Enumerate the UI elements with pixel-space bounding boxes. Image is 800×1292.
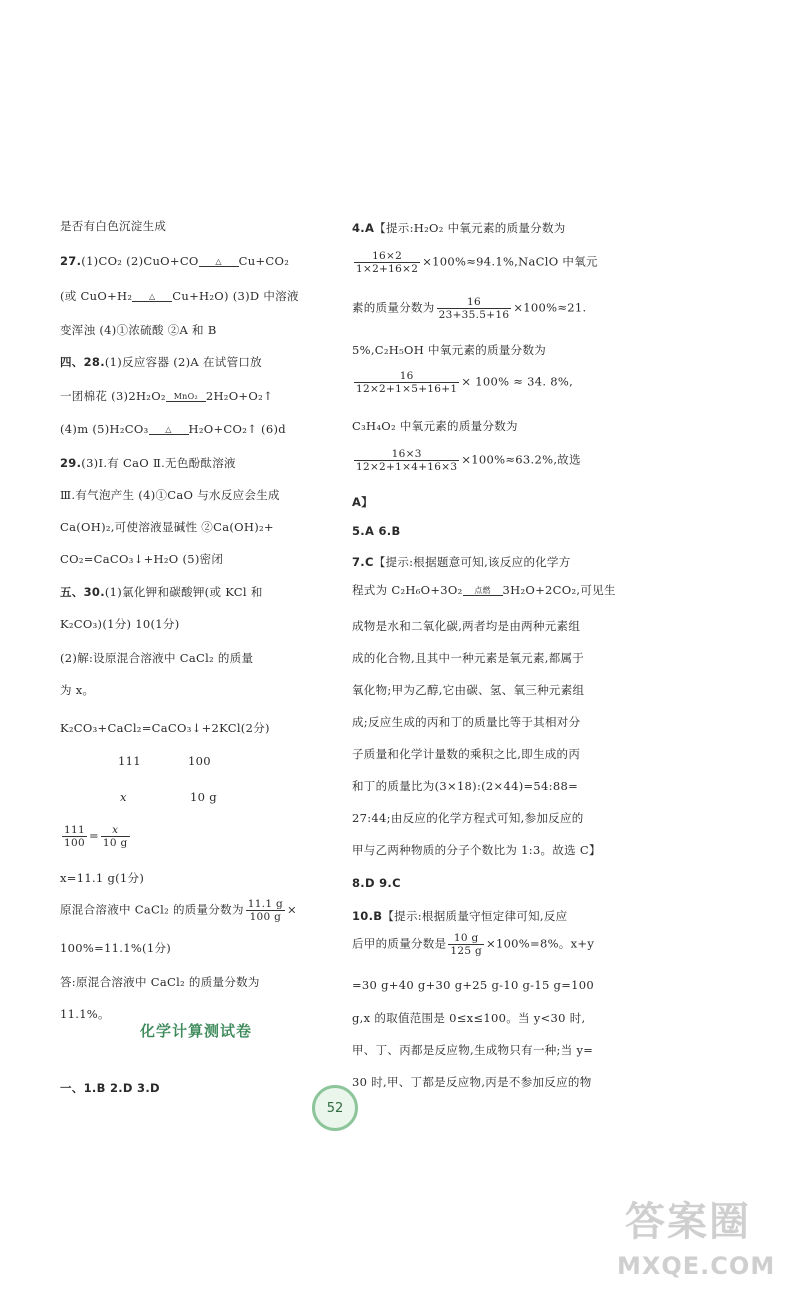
text-line: =30 g+40 g+30 g+25 g-10 g-15 g=100	[352, 978, 595, 992]
text-line: 27:44;由反应的化学方程式可知,参加反应的	[352, 811, 584, 825]
text-span: (1)CO₂ (2)CuO+CO	[81, 254, 199, 268]
text-span: 程式为 C₂H₆O+3O₂	[352, 583, 463, 597]
answer-29	[60, 455, 236, 471]
text-line: g,x 的取值范围是 0≤x≤100。当 y<30 时,	[352, 1011, 586, 1025]
text-line: A】	[352, 495, 373, 509]
text-line: 氧化物;甲为乙醇,它由碳、氢、氧三种元素组	[352, 683, 585, 697]
text-span: (或 CuO+H₂	[60, 289, 133, 303]
text-line: 5%,C₂H₅OH 中氧元素的质量分数为	[352, 343, 547, 357]
answer-28	[60, 354, 262, 370]
text-line	[352, 296, 586, 321]
fraction-numerator: 16	[354, 370, 459, 383]
fraction-denominator: 10 g	[102, 837, 128, 849]
fraction	[354, 370, 459, 395]
reaction-arrow	[149, 425, 189, 435]
question-number: 29.	[60, 456, 82, 470]
equation-line: K₂CO₃+CaCl₂=CaCO₃↓+2KCl(2分)	[60, 721, 270, 735]
reaction-condition: △	[149, 292, 156, 301]
text-line: 是否有白色沉淀生成	[60, 219, 167, 233]
text-span: 原混合溶液中 CaCl₂ 的质量分数为	[60, 902, 244, 917]
reaction-condition: △	[215, 257, 222, 266]
fraction	[354, 448, 459, 473]
answer-line: 一、1.B 2.D 3.D	[60, 1081, 160, 1095]
answer-7	[352, 554, 571, 570]
question-number: 四、28.	[60, 355, 105, 369]
question-number: 4.A	[352, 221, 375, 235]
text-span: ×100%=8%。x+y	[486, 936, 595, 951]
text-line	[352, 370, 573, 395]
answer-10	[352, 908, 567, 924]
text-span: 【提示:根据质量守恒定律可知,反应	[382, 909, 568, 923]
text-span: =	[88, 828, 99, 843]
text-line: Ca(OH)₂,可使溶液显碱性 ②Ca(OH)₂+	[60, 520, 274, 534]
text-line: 和丁的质量比为(3×18):(2×44)=54:88=	[352, 779, 579, 793]
fraction-denominator: 12×2+1×5+16+1	[356, 383, 458, 395]
section-title: 化学计算测试卷	[140, 1022, 253, 1040]
ratio-value: 111	[118, 754, 141, 768]
text-line: 成;反应生成的丙和丁的质量比等于其相对分	[352, 715, 581, 729]
fraction-numerator: 16×2	[354, 250, 420, 263]
text-span: 3H₂O+2CO₂,可见生	[502, 583, 616, 597]
reaction-arrow	[132, 292, 172, 302]
text-span: Cu+H₂O) (3)D 中溶液	[172, 289, 299, 303]
reaction-arrow	[463, 586, 503, 596]
text-span: 素的质量分数为	[352, 300, 435, 315]
text-line: 为 x。	[60, 683, 95, 697]
text-line	[60, 422, 286, 436]
fraction-numerator: 11.1 g	[247, 898, 284, 910]
fraction-denominator: 1×2+16×2	[356, 263, 419, 275]
text-line: 变浑浊 (4)①浓硫酸 ②A 和 B	[60, 323, 217, 337]
answer-30	[60, 584, 263, 600]
text-span: (4)m (5)H₂CO₃	[60, 422, 149, 436]
fraction	[62, 824, 87, 849]
answer-4	[352, 220, 566, 236]
fraction-numerator: x	[101, 824, 130, 837]
text-line	[352, 448, 581, 473]
fraction-numerator: 111	[64, 824, 85, 836]
fraction	[246, 898, 285, 923]
text-span: (1)反应容器 (2)A 在试管口放	[104, 355, 262, 369]
ratio-value: 100	[188, 754, 211, 768]
text-line: C₃H₄O₂ 中氧元素的质量分数为	[352, 419, 518, 433]
watermark-url: MXQE.COM	[617, 1252, 776, 1280]
fraction	[448, 932, 484, 957]
page-number-badge: 52	[312, 1085, 358, 1131]
reaction-arrow	[166, 392, 206, 402]
text-line: 100%=11.1%(1分)	[60, 941, 172, 955]
text-line: K₂CO₃)(1分) 10(1分)	[60, 617, 180, 631]
proportion	[60, 824, 132, 849]
text-line: (2)解:设原混合溶液中 CaCl₂ 的质量	[60, 651, 254, 665]
text-line: 子质量和化学计量数的乘积之比,即生成的丙	[352, 747, 581, 761]
text-span: ×100%≈63.2%,故选	[461, 452, 581, 467]
fraction-numerator: 16×3	[354, 448, 459, 461]
text-span: 【提示:H₂O₂ 中氧元素的质量分数为	[374, 221, 566, 235]
text-span: (1)氯化钾和碳酸钾(或 KCl 和	[104, 585, 263, 599]
fraction	[354, 250, 420, 275]
text-line: 30 时,甲、丁都是反应物,丙是不参加反应的物	[352, 1075, 592, 1089]
text-line: 11.1%。	[60, 1007, 110, 1021]
text-span: 2H₂O+O₂↑	[205, 389, 273, 403]
text-span: Cu+CO₂	[238, 254, 290, 268]
question-number: 五、30.	[60, 585, 105, 599]
watermark-text: 答案圈	[625, 1199, 751, 1245]
text-span: 一团棉花 (3)2H₂O₂	[60, 389, 166, 403]
text-line	[352, 932, 594, 957]
text-line: CO₂=CaCO₃↓+H₂O (5)密闭	[60, 552, 224, 566]
reaction-arrow	[199, 257, 239, 267]
fraction-denominator: 125 g	[450, 945, 483, 957]
text-line	[60, 898, 297, 923]
ratio-value: 10 g	[190, 790, 217, 804]
fraction	[437, 296, 512, 321]
text-span: 后甲的质量分数是	[352, 936, 447, 951]
fraction-denominator: 100	[64, 837, 85, 849]
answer-line: 5.A 6.B	[352, 524, 401, 538]
text-span: ×100%≈94.1%,NaClO 中氧元	[422, 254, 598, 269]
fraction-denominator: 12×2+1×4+16×3	[356, 461, 458, 473]
text-line	[352, 582, 616, 598]
text-line: 成物是水和二氧化碳,两者均是由两种元素组	[352, 619, 581, 633]
text-line: x=11.1 g(1分)	[60, 871, 145, 885]
reaction-condition: MnO₂	[173, 392, 198, 401]
text-line: 成的化合物,且其中一种元素是氧元素,都属于	[352, 651, 585, 665]
reaction-condition: △	[165, 425, 172, 434]
text-line: Ⅲ.有气泡产生 (4)①CaO 与水反应会生成	[60, 488, 280, 502]
reaction-condition: 点燃	[474, 586, 491, 595]
fraction-denominator: 23+35.5+16	[438, 309, 510, 321]
text-line	[60, 388, 273, 404]
text-span: 【提示:根据题意可知,该反应的化学方	[373, 555, 571, 569]
answer-27	[60, 254, 289, 268]
text-span: × 100% ≈ 34. 8%,	[461, 374, 574, 389]
text-span: ×	[287, 902, 297, 917]
fraction-denominator: 100 g	[249, 911, 282, 923]
answer-line: 8.D 9.C	[352, 876, 401, 890]
text-span: H₂O+CO₂↑ (6)d	[188, 422, 286, 436]
text-line: 答:原混合溶液中 CaCl₂ 的质量分数为	[60, 975, 260, 989]
text-line	[352, 250, 598, 275]
question-number: 7.C	[352, 555, 374, 569]
fraction-numerator: 16	[437, 296, 512, 309]
text-span: ×100%≈21.	[513, 300, 587, 315]
text-line: 甲与乙两种物质的分子个数比为 1:3。故选 C】	[352, 843, 601, 857]
fraction-numerator: 10 g	[448, 932, 484, 945]
text-line: 甲、丁、丙都是反应物,生成物只有一种;当 y=	[352, 1043, 594, 1057]
text-span: (3)Ⅰ.有 CaO Ⅱ.无色酚酞溶液	[81, 456, 236, 470]
question-number: 27.	[60, 254, 82, 268]
question-number: 10.B	[352, 909, 383, 923]
fraction	[101, 824, 130, 849]
watermark-logo	[615, 1190, 790, 1285]
text-line	[60, 288, 299, 304]
ratio-value: x	[120, 790, 127, 804]
